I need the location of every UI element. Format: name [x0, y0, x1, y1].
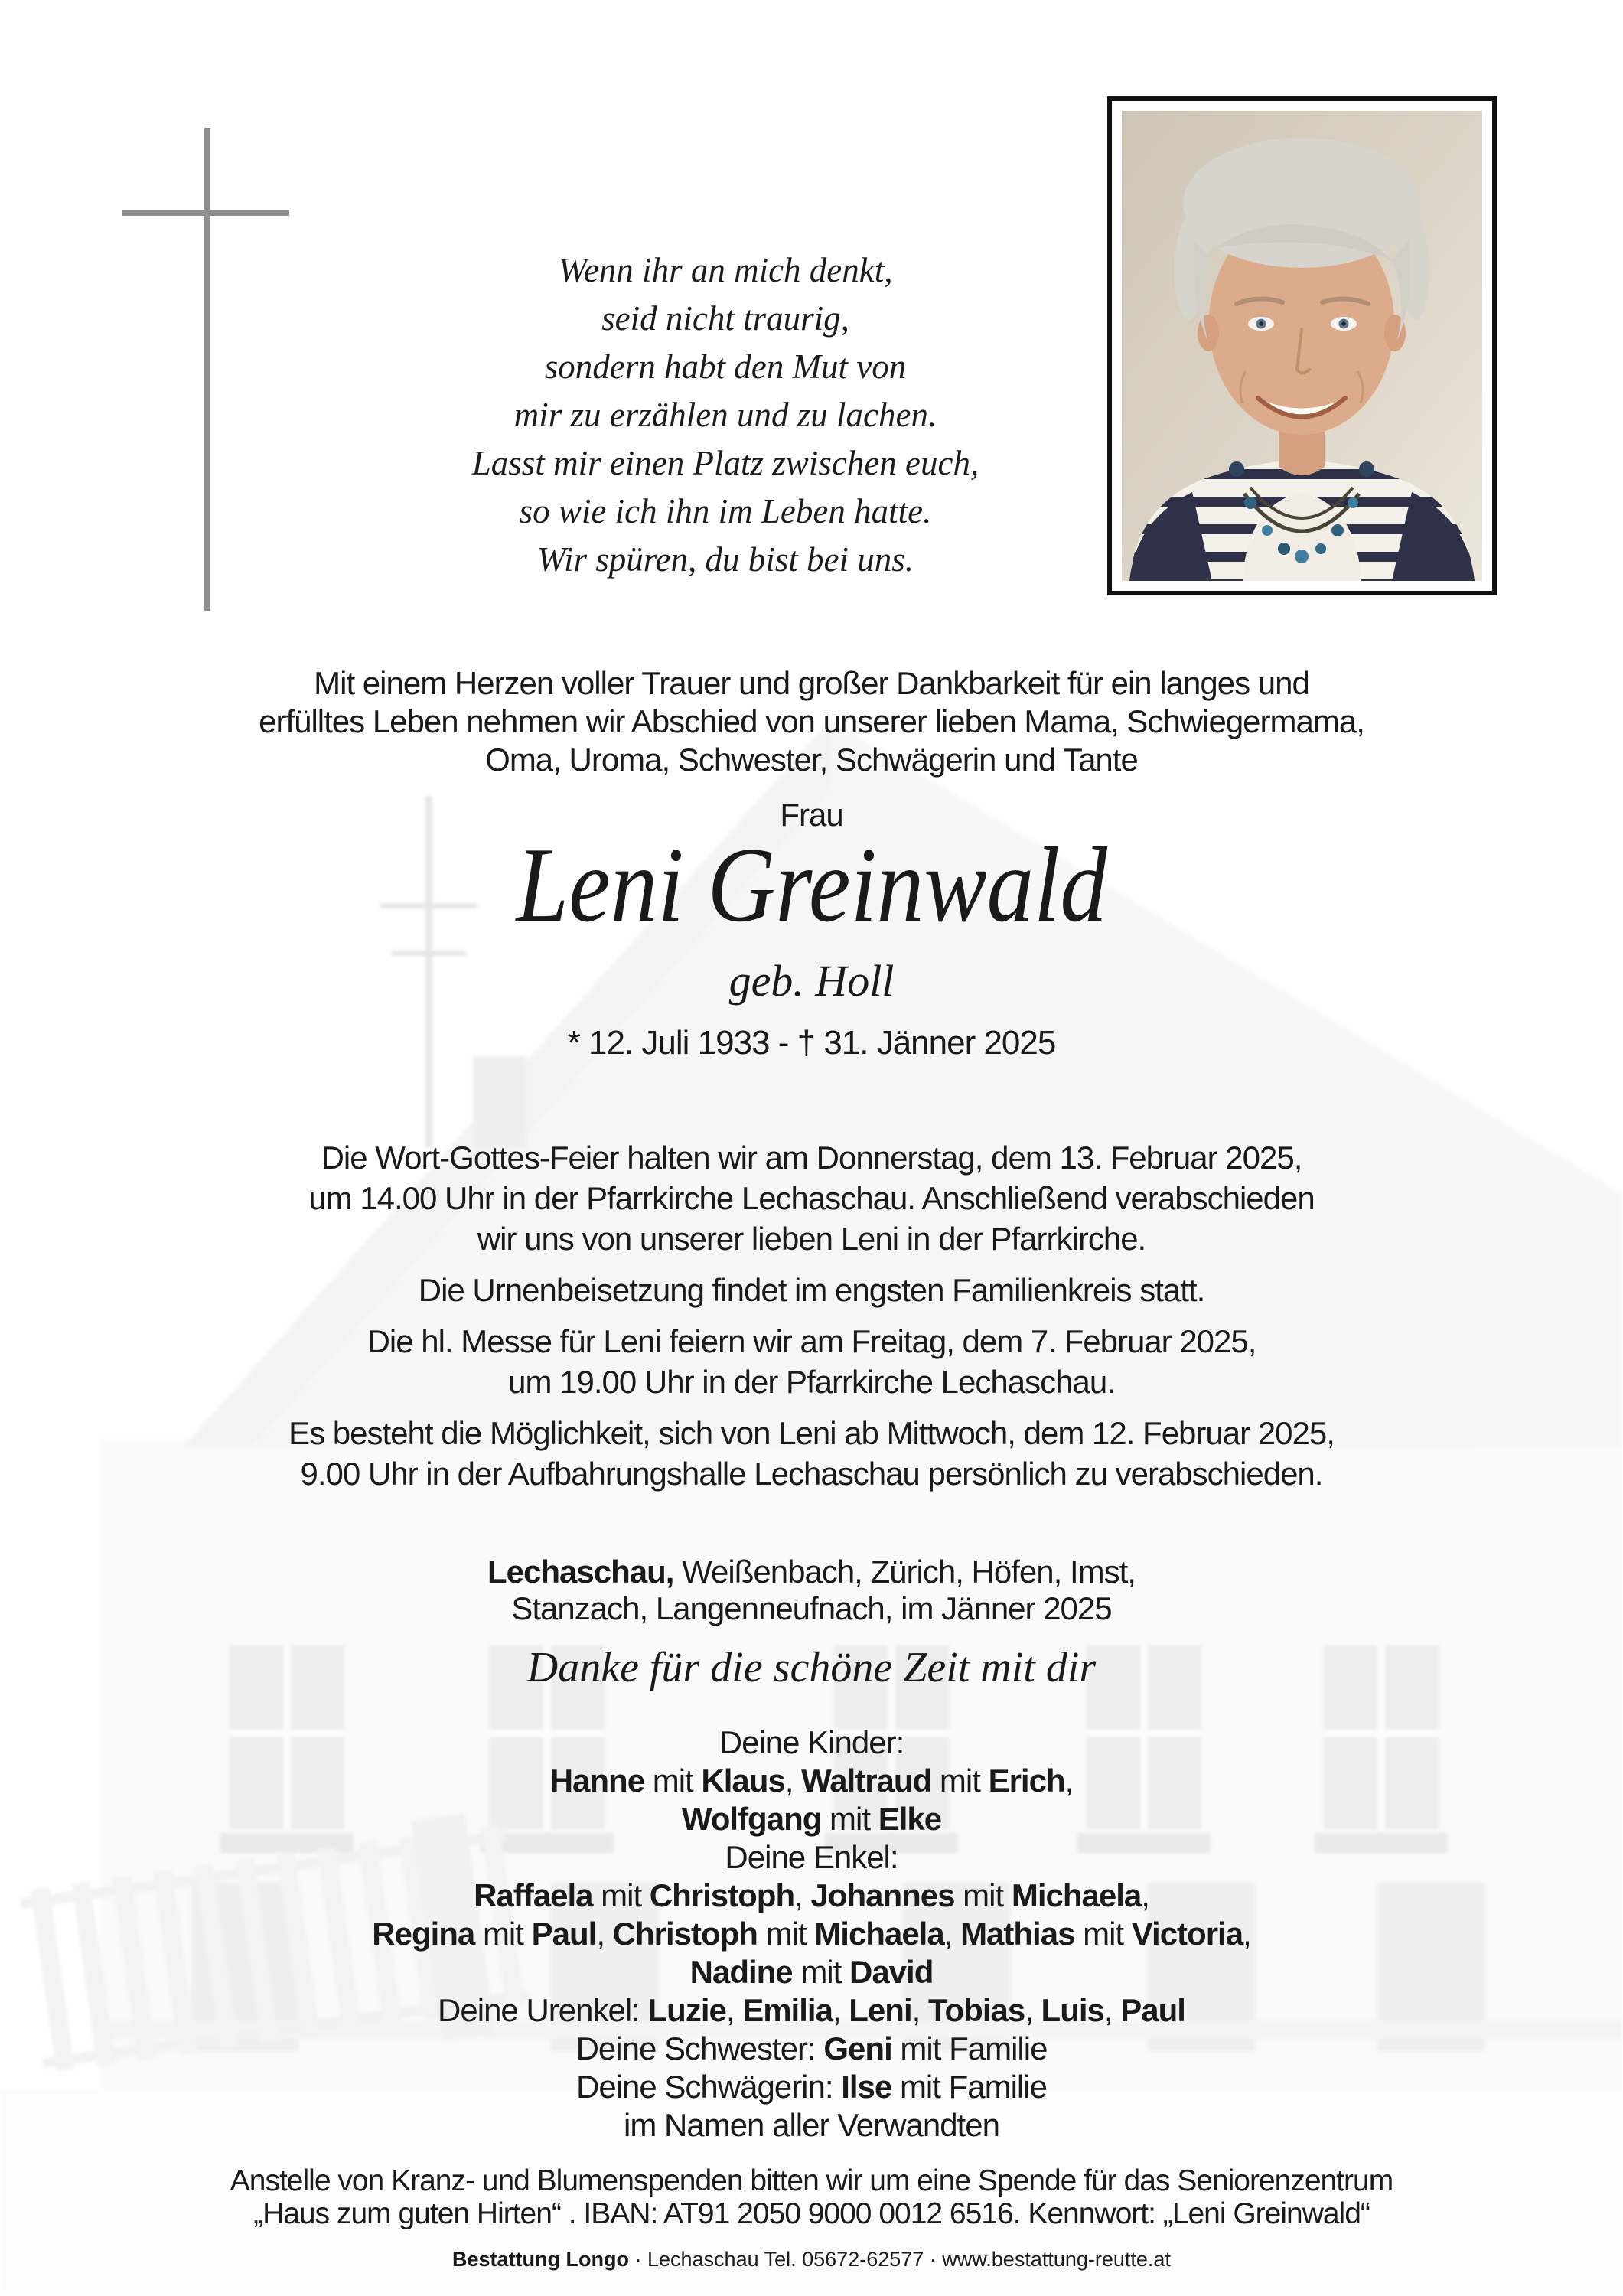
text-line: wir uns von unserer lieben Leni in der Pfarrkirche.	[477, 1221, 1146, 1257]
emphasized-name: Emilia	[742, 1992, 833, 2028]
text-segment: ,	[1141, 1877, 1149, 1913]
text-segment: ,	[596, 1916, 613, 1952]
mourning-places	[0, 1554, 1623, 1627]
emphasized-name: Michaela	[814, 1916, 944, 1952]
text-segment: mit	[954, 1877, 1012, 1913]
paragraph	[0, 1413, 1623, 1494]
text-line	[0, 1724, 1623, 1762]
memorial-poem	[266, 246, 1185, 584]
text-line: seid nicht traurig,	[601, 299, 849, 338]
text-line	[0, 2030, 1623, 2068]
emphasized-name: Ilse	[841, 2069, 892, 2105]
salutation: Frau	[780, 797, 843, 833]
text-segment: ,	[725, 1992, 743, 2028]
emphasized-name: Christoph	[649, 1877, 795, 1913]
emphasized-name: Raffaela	[474, 1877, 593, 1913]
text-segment: Deine Schwägerin:	[576, 2069, 842, 2105]
donation-note	[0, 2164, 1623, 2230]
announcement-text	[0, 664, 1623, 779]
emphasized-name: Victoria	[1131, 1916, 1243, 1952]
text-segment: mit	[644, 1763, 702, 1799]
family-list	[0, 1724, 1623, 2144]
text-line: Oma, Uroma, Schwester, Schwägerin und Tante	[485, 742, 1138, 778]
text-line	[0, 1877, 1623, 1915]
emphasized-name: Regina	[372, 1916, 475, 1952]
text-line	[0, 1915, 1623, 1953]
emphasized-name: Leni	[849, 1992, 912, 2028]
emphasized-name: Johannes	[810, 1877, 955, 1913]
emphasized-name: Bestattung Longo	[452, 2248, 629, 2271]
emphasized-name: Hanne	[549, 1763, 645, 1799]
emphasized-name: Tobias	[927, 1992, 1025, 2028]
text-line	[0, 2068, 1623, 2106]
paragraph	[0, 1137, 1623, 1259]
text-line	[0, 1991, 1623, 2030]
text-line	[0, 2247, 1623, 2272]
emphasized-name: Luis	[1041, 1992, 1104, 2028]
text-segment: mit	[592, 1877, 650, 1913]
text-segment: mit	[821, 1801, 878, 1837]
emphasized-name: Nadine	[689, 1954, 793, 1990]
paragraph	[0, 1321, 1623, 1402]
text-segment: im Namen aller Verwandten	[624, 2107, 999, 2143]
text-segment: ,	[794, 1877, 811, 1913]
text-segment: Deine Urenkel:	[438, 1992, 648, 2028]
text-segment: mit Familie	[891, 2069, 1047, 2105]
service-details	[0, 1137, 1623, 1505]
text-line: Wenn ihr an mich denkt,	[558, 251, 893, 289]
text-line: Mit einem Herzen voller Trauer und großer Dankbarkeit für ein langes und	[314, 665, 1309, 701]
text-segment: ,	[943, 1916, 961, 1952]
emphasized-name: Geni	[823, 2030, 892, 2066]
emphasized-name: Christoph	[612, 1916, 758, 1952]
text-segment: mit	[1074, 1916, 1132, 1952]
emphasized-name: David	[849, 1954, 934, 1990]
text-segment: mit	[474, 1916, 532, 1952]
portrait-photo-image	[1122, 111, 1482, 581]
text-segment: mit Familie	[891, 2030, 1048, 2066]
text-line	[0, 1554, 1623, 1590]
emphasized-name: Elke	[878, 1801, 942, 1837]
emphasized-name: Paul	[531, 1916, 597, 1952]
emphasized-name: Paul	[1120, 1992, 1185, 2028]
funeral-home-footer	[0, 2247, 1623, 2272]
text-line: sondern habt den Mut von	[544, 347, 907, 386]
emphasized-name: Erich	[988, 1763, 1065, 1799]
text-line	[0, 1838, 1623, 1877]
text-line	[0, 2106, 1623, 2144]
deceased-name	[0, 826, 1623, 944]
text-line: „Haus zum guten Hirten“ . IBAN: AT91 2050 9000 0012 6516. Kennwort: „Leni Greinwald“	[253, 2197, 1370, 2230]
text-line	[0, 1590, 1623, 1627]
emphasized-name: Lechaschau,	[487, 1554, 674, 1590]
thanks-line: Danke für die schöne Zeit mit dir	[526, 1644, 1097, 1691]
text-line: erfülltes Leben nehmen wir Abschied von unserer lieben Mama, Schwiegermama,	[259, 703, 1364, 739]
text-line: mir zu erzählen und zu lachen.	[513, 396, 937, 434]
text-segment: Deine Enkel:	[725, 1839, 898, 1875]
emphasized-name: Waltraud	[801, 1763, 932, 1799]
text-line: um 14.00 Uhr in der Pfarrkirche Lechaschau. Anschließend verabschieden	[308, 1180, 1315, 1216]
text-line: Die hl. Messe für Leni feiern wir am Freitag, dem 7. Februar 2025,	[367, 1323, 1256, 1359]
text-segment: mit	[931, 1763, 989, 1799]
life-dates: * 12. Juli 1933 - † 31. Jänner 2025	[567, 1024, 1056, 1062]
text-line: Es besteht die Möglichkeit, sich von Leni ab Mittwoch, dem 12. Februar 2025,	[288, 1415, 1335, 1451]
text-segment: ,	[1064, 1763, 1074, 1799]
text-segment: ,	[911, 1992, 928, 2028]
maiden-name: geb. Holl	[728, 956, 895, 1006]
text-line: Die Wort-Gottes-Feier halten wir am Donnerstag, dem 13. Februar 2025,	[321, 1140, 1302, 1176]
text-line: Anstelle von Kranz- und Blumenspenden bitten wir um eine Spende für das Seniorenzentrum	[230, 2164, 1393, 2197]
text-line: Die Urnenbeisetzung findet im engsten Familienkreis statt.	[418, 1272, 1205, 1308]
emphasized-name: Mathias	[960, 1916, 1075, 1952]
text-line	[0, 1800, 1623, 1838]
text-line: Lasst mir einen Platz zwischen euch,	[471, 444, 979, 482]
text-segment: ,	[784, 1763, 802, 1799]
emphasized-name: Michaela	[1011, 1877, 1142, 1913]
text-segment: mit	[792, 1954, 849, 1990]
emphasized-name: Wolfgang	[681, 1801, 822, 1837]
cross-horizontal-bar	[122, 210, 289, 216]
text-line	[0, 1762, 1623, 1800]
text-segment: Stanzach, Langenneufnach, im Jänner 2025	[511, 1590, 1112, 1626]
text-segment: Weißenbach, Zürich, Höfen, Imst,	[673, 1554, 1136, 1590]
text-segment: ,	[1103, 1992, 1121, 2028]
text-line	[0, 1953, 1623, 1991]
deceased-name-text: Leni Greinwald	[516, 826, 1107, 944]
text-segment: ,	[1243, 1916, 1251, 1952]
emphasized-name: Klaus	[701, 1763, 785, 1799]
text-segment: ,	[1025, 1992, 1041, 2028]
text-segment: mit	[757, 1916, 815, 1952]
text-segment: · Lechaschau Tel. 05672-62577 · www.bestattung-reutte.at	[629, 2248, 1171, 2271]
cross-vertical-bar	[204, 128, 210, 611]
text-line: Wir spüren, du bist bei uns.	[536, 540, 914, 579]
paragraph	[0, 1270, 1623, 1310]
text-segment: Deine Schwester:	[575, 2030, 824, 2066]
text-line: 9.00 Uhr in der Aufbahrungshalle Lechaschau persönlich zu verabschieden.	[300, 1456, 1323, 1492]
emphasized-name: Luzie	[647, 1992, 726, 2028]
portrait-photo	[1107, 96, 1497, 595]
text-line: um 19.00 Uhr in der Pfarrkirche Lechaschau.	[508, 1364, 1115, 1400]
text-segment: Deine Kinder:	[719, 1724, 904, 1760]
text-segment: ,	[832, 1992, 849, 2028]
text-line: so wie ich ihn im Leben hatte.	[519, 492, 932, 530]
